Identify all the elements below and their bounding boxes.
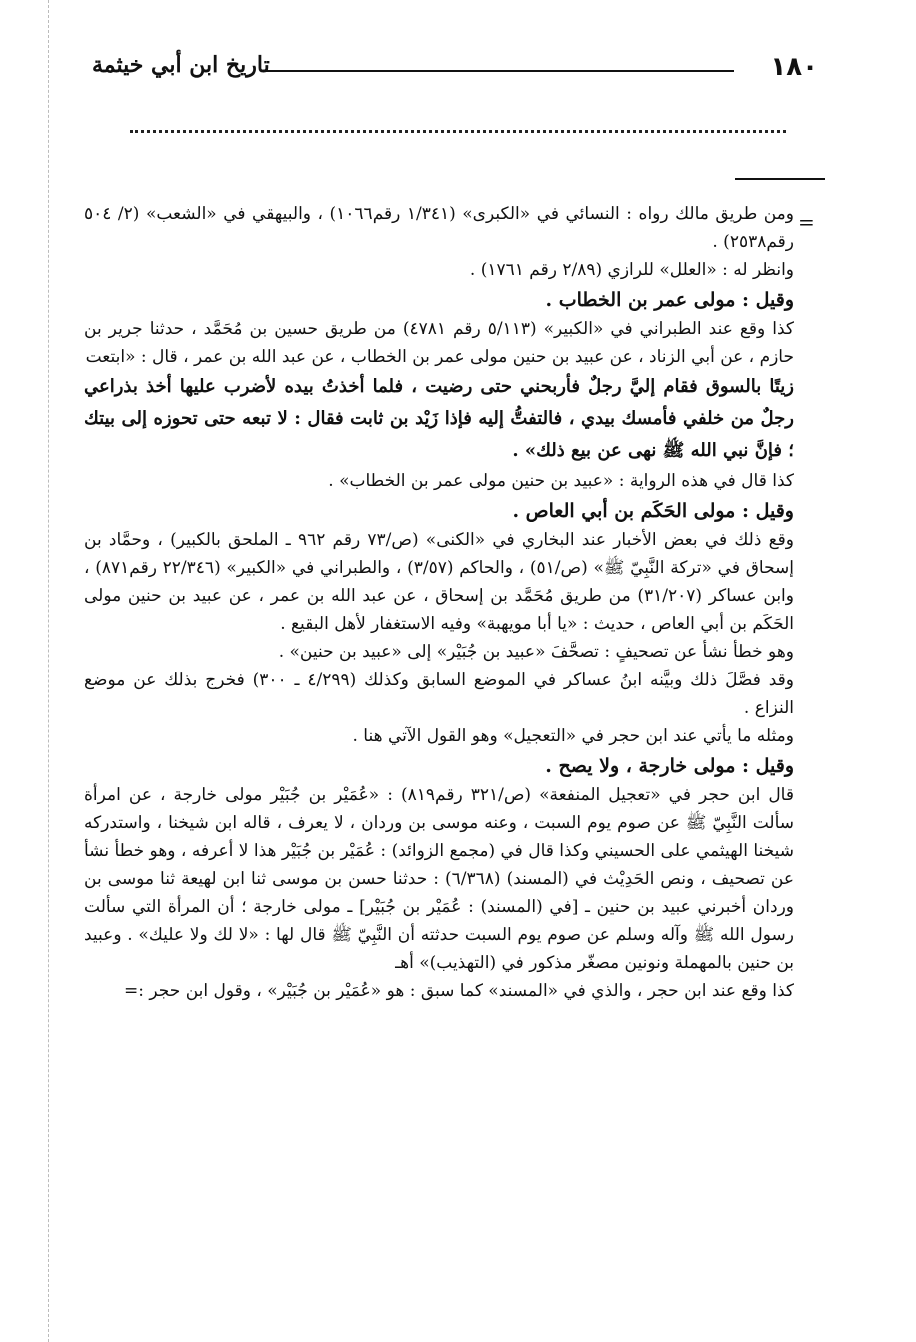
footnote-body bbox=[84, 200, 794, 1005]
page-header bbox=[90, 52, 826, 92]
page-number: ١٨٠ bbox=[770, 52, 818, 82]
gutter-line bbox=[48, 0, 49, 1342]
paragraph: وانظر له : «العلل» للرازي (٢/٨٩ رقم ١٧٦١) . bbox=[469, 260, 794, 280]
header-rule bbox=[265, 70, 734, 72]
paragraph: كذا قال في هذه الرواية : «عبيد بن حنين مولى عمر بن الخطاب» . bbox=[328, 471, 794, 491]
paragraph: ومثله ما يأتي عند ابن حجر في «التعجيل» وهو القول الآتي هنا . bbox=[352, 726, 794, 746]
footnote-separator bbox=[735, 178, 825, 180]
book-title: تاريخ ابن أبي خيثمة bbox=[92, 52, 270, 78]
paragraph: كذا وقع عند ابن حجر ، والذي في «المسند» كما سبق : هو «عُمَيْر بن جُبَيْر» ، وقول ابن حجر := bbox=[124, 981, 794, 1001]
paragraph: زيتًا بالسوق فقام إليَّ رجلٌ فأربحني حتى رضيت ، فلما أخذتُ بيده لأضرب عليها أخذ بذراعي رجلٌ من خلفي فأمسك بيدي ، فالتفتُّ إليه فإذا زَيْد بن ثابت فقال : لا تبعه حتى تحوزه إلى بيتك ؛ فإنَّ نبي الله ﷺ نهى عن بيع ذلك» . bbox=[84, 376, 794, 461]
paragraph: وهو خطأ نشأ عن تصحيفٍ : تصحَّفَ «عبيد بن جُبَيْر» إلى «عبيد بن حنين» . bbox=[278, 642, 794, 662]
paragraph: ومن طريق مالك رواه : النسائي في «الكبرى» (١/٣٤١ رقم١٠٦٦) ، والبيهقي في «الشعب» (٢/ ٥٠٤ رقم٢٥٣٨) . bbox=[84, 204, 794, 252]
paragraph: وقع ذلك في بعض الأخبار عند البخاري في «الكنى» (ص/٧٣ رقم ٩٦٢ ـ الملحق بالكبير) ، وحمَّاد بن إسحاق في «تركة النَّبِيّ ﷺ» (ص/٥١) ، والحاكم (٣/٥٧) ، والطبراني في «الكبير» (٢٢/٣٤٦ رقم٨٧١) ، وابن عساكر (٣١/٢٠٧) من طريق مُحَمَّد بن إسحاق ، عن عبد الله بن عمر ، عن عبيد بن حنين مولى الحَكَم بن أبي العاص ، حديث : «يا أبا مويهبة» وفيه الاستغفار لأهل البقيع . bbox=[84, 530, 795, 634]
section-heading: وقيل : مولى خارجة ، ولا يصح . bbox=[545, 755, 794, 777]
section-heading: وقيل : مولى الحَكَم بن أبي العاص . bbox=[512, 500, 794, 522]
dotted-separator bbox=[130, 130, 786, 133]
paragraph: قال ابن حجر في «تعجيل المنفعة» (ص/٣٢١ رقم٨١٩) : «عُمَيْر بن جُبَيْر مولى خارجة ، عن امرأة سألت النَّبِيّ ﷺ عن صوم يوم السبت ، وعنه موسى بن وردان ، لا يعرف ، قاله ابن شيخنا ، واستدركه شيخنا الهيثمي على الحسيني وكذا قال في (مجمع الزوائد) : عُمَيْر بن جُبَيْر هذا لا أعرفه ، وهو خطأ نشأ عن تصحيف ، ونص الحَدِيْث في (المسند) (٦/٣٦٨) : حدثنا حسن بن موسى ثنا ابن لهيعة ثنا موسى بن وردان أخبرني عبيد بن حنين ـ [في (المسند) : عُمَيْر بن جُبَيْر] ـ مولى خارجة ؛ أن المرأة التي سألت رسول الله ﷺ وآله وسلم عن صوم يوم السبت حدثته أن النَّبِيّ ﷺ قال لها : «لا لك ولا عليك» . وعبيد بن حنين بالمهملة ونونين مصغّر مذكور في (التهذيب)» أهـ bbox=[84, 785, 794, 973]
paragraph: كذا وقع عند الطبراني في «الكبير» (٥/١١٣ رقم ٤٧٨١) من طريق حسين بن مُحَمَّد ، حدثنا جرير بن حازم ، عن أبي الزناد ، عن عبيد بن حنين مولى عمر بن الخطاب ، عن عبد الله بن عمر ، قال : «ابتعت bbox=[84, 319, 794, 367]
section-heading: وقيل : مولى عمر بن الخطاب . bbox=[545, 289, 794, 311]
continuation-mark: = bbox=[798, 210, 815, 234]
paragraph: وقد فصَّلَ ذلك وبيَّنه ابنُ عساكر في الموضع السابق وكذلك (٤/٢٩٩ ـ ٣٠٠) فخرج بذلك عن موضع النزاع . bbox=[84, 670, 794, 718]
